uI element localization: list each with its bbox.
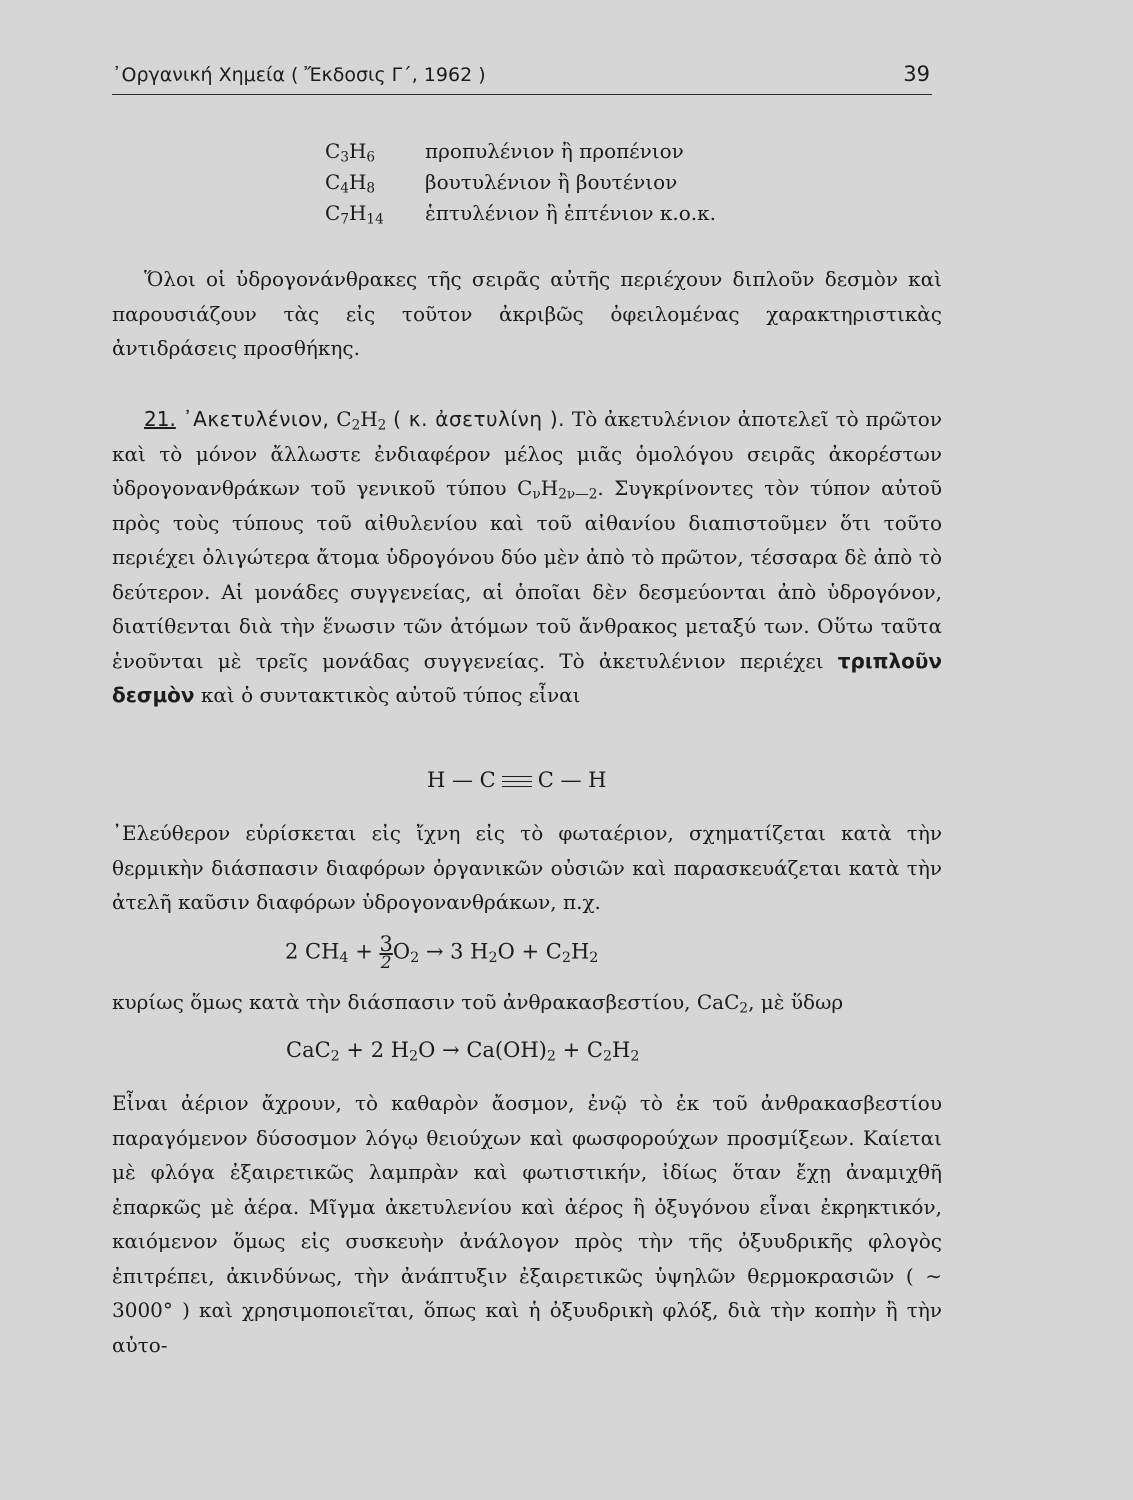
section-21 [112, 402, 942, 713]
series-row [325, 167, 716, 198]
alkene-series-list [325, 136, 716, 229]
running-header [112, 62, 932, 95]
series-name: ἑπτυλένιον ἢ ἑπτένιον κ.ο.κ. [425, 201, 717, 225]
structural-formula [427, 768, 606, 792]
general-formula: $C_\nu H_{2\nu—2}$ [517, 476, 598, 503]
reaction-arrow: → [425, 939, 444, 964]
section-text-b: . Συγκρίνοντες τὸν τύπον αὐτοῦ πρὸς τοὺς τύπους τοῦ αἰθυλενίου καὶ τοῦ αἰθανίου διαπιστοῦμεν ὅτι τοῦτο περιέχει ὀλιγώτερα ἄτομα ὑδρογόνου δύο μὲν ἀπὸ τὸ πρῶτον, τέσσαρα δὲ ἀπὸ τὸ δεύτερον. Αἱ μονάδες συγγενείας, αἱ ὁποῖαι δὲν δεσμεύονται ἀπὸ ὑδρογόνον, διατίθενται διὰ τὴν ἕνωσιν τῶν ἀτόμων τοῦ ἄνθρακος μεταξύ των. Οὕτω ταῦτα ἑνοῦνται μὲ τρεῖς μονάδας συγγενείας. Τὸ ἀκετυλένιον περιέχει [112, 476, 942, 673]
paragraph-preparation [112, 816, 942, 920]
equation-combustion: 2 $CH_4$ + $\frac{3}{2}$ $O_2 \to 3$ $H_2O + C_2H_2$ [285, 932, 599, 973]
coefficient-fraction: $\frac{3}{2}$ [379, 932, 393, 973]
series-name: προπυλένιον ἢ προπένιον [425, 139, 684, 163]
series-name: βουτυλένιον ἢ βουτένιον [425, 170, 678, 194]
structural-right: C — H [537, 768, 607, 792]
page-number: 39 [903, 62, 930, 86]
paragraph-text: Ὅλοι οἱ ὑδρογονάνθρακες τῆς σειρᾶς αὐτῆς περιέχουν διπλοῦν δεσμὸν καὶ παρουσιάζουν τὰς εἰς τοῦτον ἀκριβῶς ὀφειλομένας χαρακτηριστικὰς ἀντιδράσεις προσθήκης. [112, 267, 942, 360]
section-title: ᾿Ακετυλένιον, [182, 407, 330, 431]
paragraph-properties [112, 1086, 942, 1362]
structural-left: H — C [427, 768, 496, 792]
paragraph-carbide [112, 985, 942, 1020]
section-text-a: Τὸ ἀκετυλένιον ἀποτελεῖ τὸ πρῶτον καὶ τὸ μόνον ἄλλωστε ἐνδιαφέρον μέλος μιᾶς ὁμολόγου σειρᾶς ἀκορέστων ὑδρογονανθράκων τοῦ γενικοῦ τύπου [112, 407, 943, 500]
triple-bond-emphasis: τριπλοῦν δεσμὸν [112, 648, 942, 707]
section-alias: ( κ. ἀσετυλίνη ). [393, 407, 566, 431]
series-formula: $C_4H_8$ [325, 170, 376, 197]
reaction-arrow: → [442, 1038, 460, 1062]
series-formula: $C_3H_6$ [325, 139, 376, 166]
triple-bond-symbol [502, 775, 532, 789]
paragraph-text: ᾿Ελεύθερον εὑρίσκεται εἰς ἴχνη εἰς τὸ φωταέριον, σχηματίζεται κατὰ τὴν θερμικὴν διάσπασιν διαφόρων ὀργανικῶν οὐσιῶν καὶ παρασκευάζεται κατὰ τὴν ἀτελῆ καῦσιν διαφόρων ὑδρογονανθράκων, π.χ. [112, 821, 942, 914]
series-row [325, 198, 716, 229]
header-title: ᾿Οργανική Χημεία ( Ἔκδοσις Γ΄, 1962 ) [112, 64, 486, 86]
paragraph-text: Εἶναι ἀέριον ἄχρουν, τὸ καθαρὸν ἄοσμον, ἐνῷ τὸ ἐκ τοῦ ἀνθρακασβεστίου παραγόμενον δύσοσμον λόγῳ θειούχων καὶ φωσφορούχων προσμίξεων. Καίεται μὲ φλόγα ἐξαιρετικῶς λαμπρὰν καὶ φωτιστικήν, ἰδίως ὅταν ἔχῃ ἀναμιχθῆ ἐπαρκῶς μὲ ἀέρα. Μῖγμα ἀκετυλενίου καὶ ἀέρος ἢ ὀξυγόνου εἶναι ἐκρηκτικόν, καιόμενον ὅμως εἰς συσκευὴν ἀνάλογον πρὸς τὴν τῆς ὀξυυδρικῆς φλογὸς ἐπιτρέπει, ἀκινδύνως, τὴν ἀνάπτυξιν ἐξαιρετικῶς ὑψηλῶν θερμοκρασιῶν ( ∼ 3000° ) καὶ χρησιμοποιεῖται, ὅπως καὶ ἡ ὀξυυδρικὴ φλόξ, διὰ τὴν κοπὴν ἢ τὴν αὐτο- [112, 1091, 942, 1357]
series-formula: $C_7H_{14}$ [325, 201, 384, 228]
paragraph-text: κυρίως ὅμως κατὰ τὴν διάσπασιν τοῦ ἀνθρακασβεστίου, CaC$_2$, μὲ ὕδωρ [112, 990, 844, 1017]
section-number: 21. [144, 407, 176, 431]
section-text-c: καὶ ὁ συντακτικὸς αὐτοῦ τύπος εἶναι [200, 683, 581, 707]
section-paragraph [112, 402, 942, 713]
section-formula: $C_2H_2$ [336, 407, 387, 434]
series-row [325, 136, 716, 167]
paragraph-double-bond [112, 262, 942, 366]
equation-carbide-hydrolysis: CaC$_2$ + 2 $H_2O \to Ca(OH)_2 + C_2H_2$ [286, 1038, 640, 1065]
